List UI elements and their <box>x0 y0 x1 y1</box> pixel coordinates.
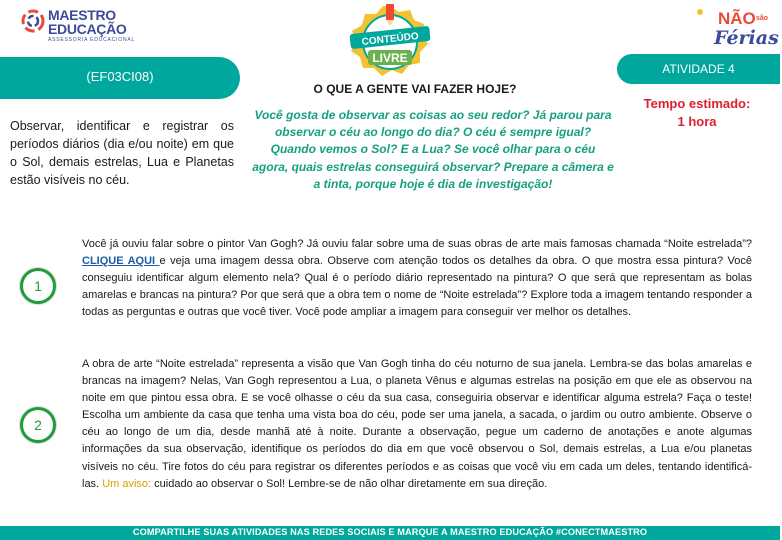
step-1-text-before: Você já ouviu falar sobre o pintor Van Gogh? Já ouviu falar sobre uma de suas obras de arte mais famosas chamada “Noite estrelada”? <box>82 238 752 250</box>
nao-sao-ferias-logo <box>690 4 779 50</box>
warning-text: cuidado ao observar o Sol! Lembre-se de não olhar diretamente em sua direção. <box>151 477 548 490</box>
step-1-text <box>82 236 752 321</box>
learning-objective: Observar, identificar e registrar os períodos diários (dia e/ou noite) em que o Sol, demais estrelas, Lua e Planetas estão visíveis no céu. <box>10 119 234 187</box>
time-label: Tempo estimado: <box>643 96 751 111</box>
step-number: 2 <box>34 417 42 433</box>
activity-label: ATIVIDADE 4 <box>662 62 735 76</box>
logo-mark-icon <box>22 10 44 32</box>
activity-banner <box>617 54 780 84</box>
badge-bottom-text: LIVRE <box>372 51 408 65</box>
ferias-word: Férias <box>714 27 779 49</box>
section-title: O QUE A GENTE VAI FAZER HOJE? <box>313 82 517 96</box>
step-number: 1 <box>34 278 42 294</box>
logo-subtitle: ASSESSORIA EDUCACIONAL <box>48 37 136 43</box>
star-icon <box>697 9 703 15</box>
pencil-icon <box>386 4 394 20</box>
ferias-sao: são <box>756 15 769 22</box>
skill-code: (EF03CI08) <box>86 69 154 84</box>
step-number-badge <box>20 268 56 304</box>
logo-line2: EDUCAÇÃO <box>48 21 127 37</box>
step-1-text-after: e veja uma imagem dessa obra. Observe com atenção todos os detalhes da obra. O que mostra essa pintura? Você conseguiu identificar algum elemento nela? Qual é o período diário representado na pintura? O que será que representam as bolas amarelas e brancas na pintura? Por que será que a obra tem o nome de “Noite estrelada”? Explore toda a imagem tentando responder a todas as perguntas e outras que você tiver. Você pode ampliar a imagem para conseguir ver melhor os detalhes. <box>82 255 752 319</box>
maestro-logo <box>22 7 136 44</box>
code-banner <box>0 57 240 99</box>
step-number-badge <box>20 407 56 443</box>
logo-line1: MAESTRO <box>48 7 116 23</box>
conteudo-livre-badge <box>336 2 444 80</box>
ferias-nao: NÃO <box>718 9 756 28</box>
step-2-text <box>82 356 752 493</box>
warning-label: Um aviso: <box>102 477 152 490</box>
intro-text: Você gosta de observar as coisas ao seu redor? Já parou para observar o céu ao longo do dia? O céu é sempre igual? Quando vemos o Sol? E a Lua? Se você olhar para o céu agora, quais estrelas conseguirá observar? Prepare a câmera e a tinta, porque hoje é dia de investigação! <box>252 108 614 191</box>
time-value: 1 hora <box>677 114 717 129</box>
click-here-link[interactable]: CLIQUE AQUI <box>82 255 160 268</box>
footer-text: COMPARTILHE SUAS ATIVIDADES NAS REDES SOCIAIS E MARQUE A MAESTRO EDUCAÇÃO #CONECTMAESTRO <box>132 527 648 537</box>
badge-top-text: CONTEÚDO <box>361 31 420 48</box>
step-2-body: A obra de arte “Noite estrelada” representa a visão que Van Gogh tinha do céu noturno de sua janela. Lembra-se das bolas amarelas e brancas na imagem? Nelas, Van Gogh representou a Lua, o planeta Vênus e algumas estrelas na posição em que ele as observou na noite em que pintou essa obra. E se você olhasse o céu da sua casa, conseguiria observar e identificar alguma estrela? Faça o teste! Escolha um ambiente da casa que tenha uma vista boa do céu, pode ser uma janela, a sacada, o jardim ou outro ambiente. Observe o céu ao longo de um dia, desde manhã até à noite. Durante a observação, pegue um caderno de anotações e anote algumas informações da sua observação, identifique os períodos do dia em que você observou o Sol, demais estrelas, a Lua e/ou planetas visíveis no céu. Tire fotos do céu para registrar os diferentes períodos e as coisas que você viu em cada um deles, tentando identificá-las. <box>82 358 752 490</box>
estimated-time <box>612 95 782 131</box>
footer-banner <box>0 526 780 540</box>
